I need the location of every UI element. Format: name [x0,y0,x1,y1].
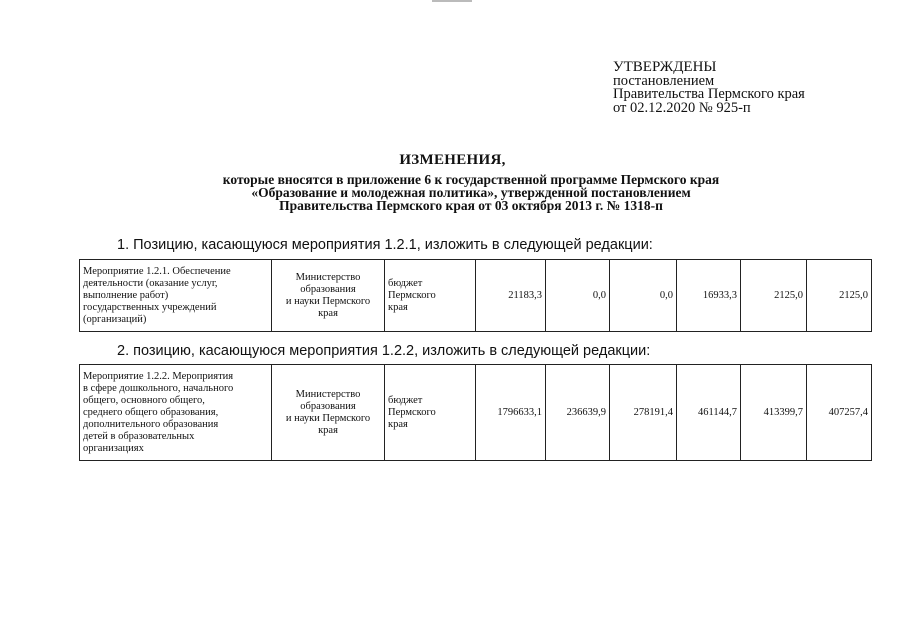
value-cell: 236639,9 [546,365,610,461]
activity-name-cell: Мероприятие 1.2.2. Мероприятия в сфере дошкольного, начального общего, основного общего, среднего общего образования, дополнительного образования детей в образовательных организациях [80,365,272,461]
scan-mark [432,0,472,2]
value-cell: 407257,4 [807,365,872,461]
activity-name-cell: Мероприятие 1.2.1. Обеспечение деятельности (оказание услуг, выполнение работ) государственных учреждений (организаций) [80,260,272,332]
value-cell: 1796633,1 [476,365,546,461]
funding-source-cell: бюджет Пермского края [385,260,476,332]
value-cell: 16933,3 [677,260,741,332]
approval-line-3: Правительства Пермского края [613,86,805,102]
value-cell: 2125,0 [807,260,872,332]
approval-line-4: от 02.12.2020 № 925-п [613,99,751,116]
approval-block [613,61,805,115]
approval-line-2: постановлением [613,72,715,89]
value-cell: 0,0 [546,260,610,332]
funding-source-cell: бюджет Пермского края [385,365,476,461]
document-title: ИЗМЕНЕНИЯ, [399,152,506,168]
executor-cell: Министерство образования и науки Пермского края [272,260,385,332]
value-cell: 461144,7 [677,365,741,461]
table-row [80,260,872,332]
value-cell: 413399,7 [741,365,807,461]
value-cell: 0,0 [610,260,677,332]
executor-cell: Министерство образования и науки Пермского края [272,365,385,461]
value-cell: 278191,4 [610,365,677,461]
item-2-text: 2. позицию, касающуюся мероприятия 1.2.2, изложить в следующей редакции: [117,343,651,359]
subtitle-line-2: «Образование и молодежная политика», утвержденной постановлением [251,185,691,200]
subtitle-line-1: которые вносятся в приложение 6 к государственной программе Пермского края [222,172,720,187]
revision-table-1 [79,259,872,332]
document-subtitle [150,173,792,212]
revision-table-2 [79,364,872,461]
table-row [80,365,872,461]
value-cell: 2125,0 [741,260,807,332]
approval-line-1: УТВЕРЖДЕНЫ [613,59,717,75]
item-1-text: 1. Позицию, касающуюся мероприятия 1.2.1, изложить в следующей редакции: [117,237,653,253]
value-cell: 21183,3 [476,260,546,332]
subtitle-line-3: Правительства Пермского края от 03 октября 2013 г. № 1318-п [279,198,663,213]
